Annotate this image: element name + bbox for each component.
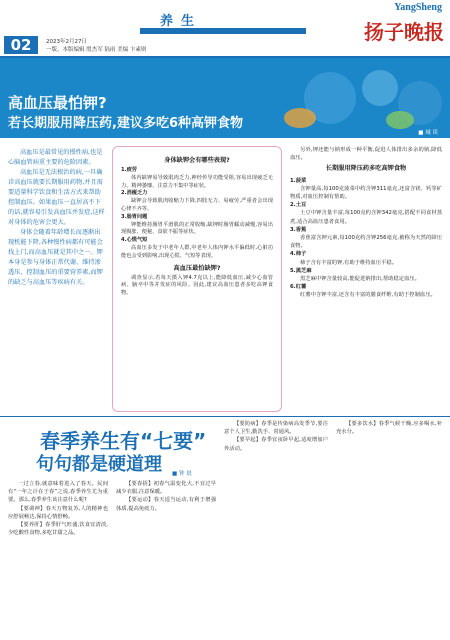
box-item-heading: 2.消瘦乏力 (121, 190, 148, 197)
page-number: 02 (4, 36, 38, 54)
top-article-banner (0, 58, 450, 138)
article-paragraph: 【要春捂】初春气温变化大,不宜过早减少衣服,注意保暖。 (116, 481, 216, 496)
food-item-heading: 1.菠菜 (290, 177, 307, 184)
section-title: 养生 (160, 14, 203, 29)
right-intro: 另外,钾还能与钠形成一种平衡,促进人体排出多余的钠,降低血压。 (290, 147, 442, 162)
issue-date: 2023年2月27日 (46, 39, 87, 45)
box-item-heading: 1.疲劳 (121, 167, 137, 173)
food-item-text: 含钾量高,每100克菠菜中约含钾311毫克,还富含镁、钙等矿物质,对血压控制有帮助。 (290, 185, 442, 201)
box-item-text: 体内缺钾易导致肌肉乏力,神经传导功能受阻,容易出现疲乏无力、精神萎靡、注意力不集中等症状。 (121, 174, 273, 189)
top-article-author: ■ 城 谈 (418, 130, 438, 136)
box-item-text: 缺钾会导致肌肉收缩力下降,四肢无力、易疲劳,严重者会出现心律不齐等。 (121, 198, 273, 212)
logo-english: YangSheng (394, 2, 442, 13)
top-article-title: 高血压最怕钾? (8, 94, 107, 112)
box-item-text: 调查显示,若每天摄入钾4.7克以上,能降低血压,减少心血管病、脑卒中等并发症的风险。因此,建议高血压患者多吃高钾食物。 (121, 274, 273, 297)
bottom-article-author: ■ 钟 晨 (172, 471, 192, 477)
article-paragraph: 【要运动】春天适当运动,有利于增强体质,提高免疫力。 (116, 497, 216, 512)
food-item-text: 香蕉富含钾元素,每100克约含钾256毫克,被称为天然的降压食物。 (290, 235, 442, 250)
food-item-text: 柿子含有丰富的钾,有助于维持血压平稳。 (300, 259, 398, 266)
food-item-text: 红薯中含钾丰富,还含有丰富的膳食纤维,有助于控制血压。 (300, 292, 436, 299)
top-article-subtitle: 若长期服用降压药,建议多吃6种高钾食物 (8, 116, 243, 131)
article-paragraph: 【要早起】春季宜夜卧早起,适度增加户外活动。 (224, 437, 328, 452)
food-item-heading: 2.土豆 (290, 202, 307, 209)
food-item-heading: 5.黑芝麻 (290, 267, 312, 274)
right-heading: 长期服用降压药多吃高钾食物 (325, 165, 407, 173)
lead-paragraph: 高血压是无法根治的病,一旦确诊高血压就要长期服用药物,并且需要适量科学饮食和生活方式来帮助控制血压。如果血压一直居高不下的话,就容易引发高血压并发症,这样对身体的危害会更大。 (8, 169, 105, 226)
bottom-article-column-2 (116, 480, 216, 513)
box-heading: 身体缺钾会有哪些表现? (164, 157, 230, 164)
food-item-heading: 4.柿子 (290, 251, 307, 258)
bottom-article-subtitle: 句句都是硬道理 (36, 454, 162, 475)
bottom-article-column-4 (336, 420, 442, 436)
food-item-text: 土豆中钾含量丰富,每100克约含钾342毫克,搭配不同食材蒸煮,适合高血压患者食用。 (290, 210, 442, 225)
food-item-heading: 3.香蕉 (290, 226, 307, 233)
edition-editors: 一版、本版编辑 殷杰军 陆雨 美编 卞素则 (46, 47, 147, 53)
article-paragraph: 【要多饮水】春季气候干燥,应多喝水,补充水分。 (336, 421, 442, 436)
food-item-text: 黑芝麻中钾含量较高,能促进钠排出,帮助稳定血压。 (300, 276, 420, 283)
article-paragraph: 一过立春,就意味着进入了春天。民间有“一年之计在于春”之说,春季养生尤为重要。那么,春季养生该注意什么呢? (8, 481, 108, 504)
lead-paragraph: 高血压是最常见的慢性病,也是心脑血管病重主要的危险因素。 (8, 149, 103, 166)
box-item-heading: 3.肠胃问题 (121, 213, 148, 220)
potassium-deficiency-box (112, 146, 282, 412)
bottom-article-title: 春季养生有“七要” (40, 429, 207, 453)
bottom-article-column-3 (224, 420, 328, 453)
article-paragraph: 【要调神】春天万物复苏,人的精神也应舒展畅达,保持心情舒畅。 (8, 505, 108, 520)
page-header (0, 0, 450, 58)
food-item-heading: 6.红薯 (290, 284, 307, 291)
article-paragraph: 【要防病】春季是传染病高发季节,要注意个人卫生,勤洗手、常通风。 (224, 421, 328, 436)
issue-info (46, 38, 147, 54)
lead-paragraph: 身体会随着年龄增长而逐渐出现机能下降,各种慢性病都有可能会找上门,而高血压就是其中之一。钾本身是参与身体正常代谢、维持渗透压、控制血压的重要营养素,而钾的缺乏与高血压等疾病有关。 (8, 229, 103, 286)
article-divider (0, 416, 450, 417)
newspaper-logo: 扬子晚报 (364, 20, 444, 44)
box-item-heading: 4.心慌气短 (121, 237, 148, 244)
top-article-right-column (290, 146, 442, 300)
article-paragraph: 【要养肝】春季肝气旺盛,饮食宜清淡,少吃酸性食物,多吃甘甜之品。 (8, 522, 108, 537)
bottom-article-column-1 (8, 480, 108, 537)
top-article-lead (8, 148, 106, 288)
box-item-text: 高血压多发于中老年人群,中老年人体内钾水平偏低时,心脏功能也会受到影响,出现心慌、气短等表现。 (121, 244, 273, 259)
box-item-text: 钾能维持肠胃平滑肌的正常收缩,缺钾时肠胃蠕动减慢,容易出现腹胀、便秘、食欲不振等症状。 (121, 221, 273, 236)
box-subheading: 高血压最怕缺钾? (173, 264, 221, 272)
